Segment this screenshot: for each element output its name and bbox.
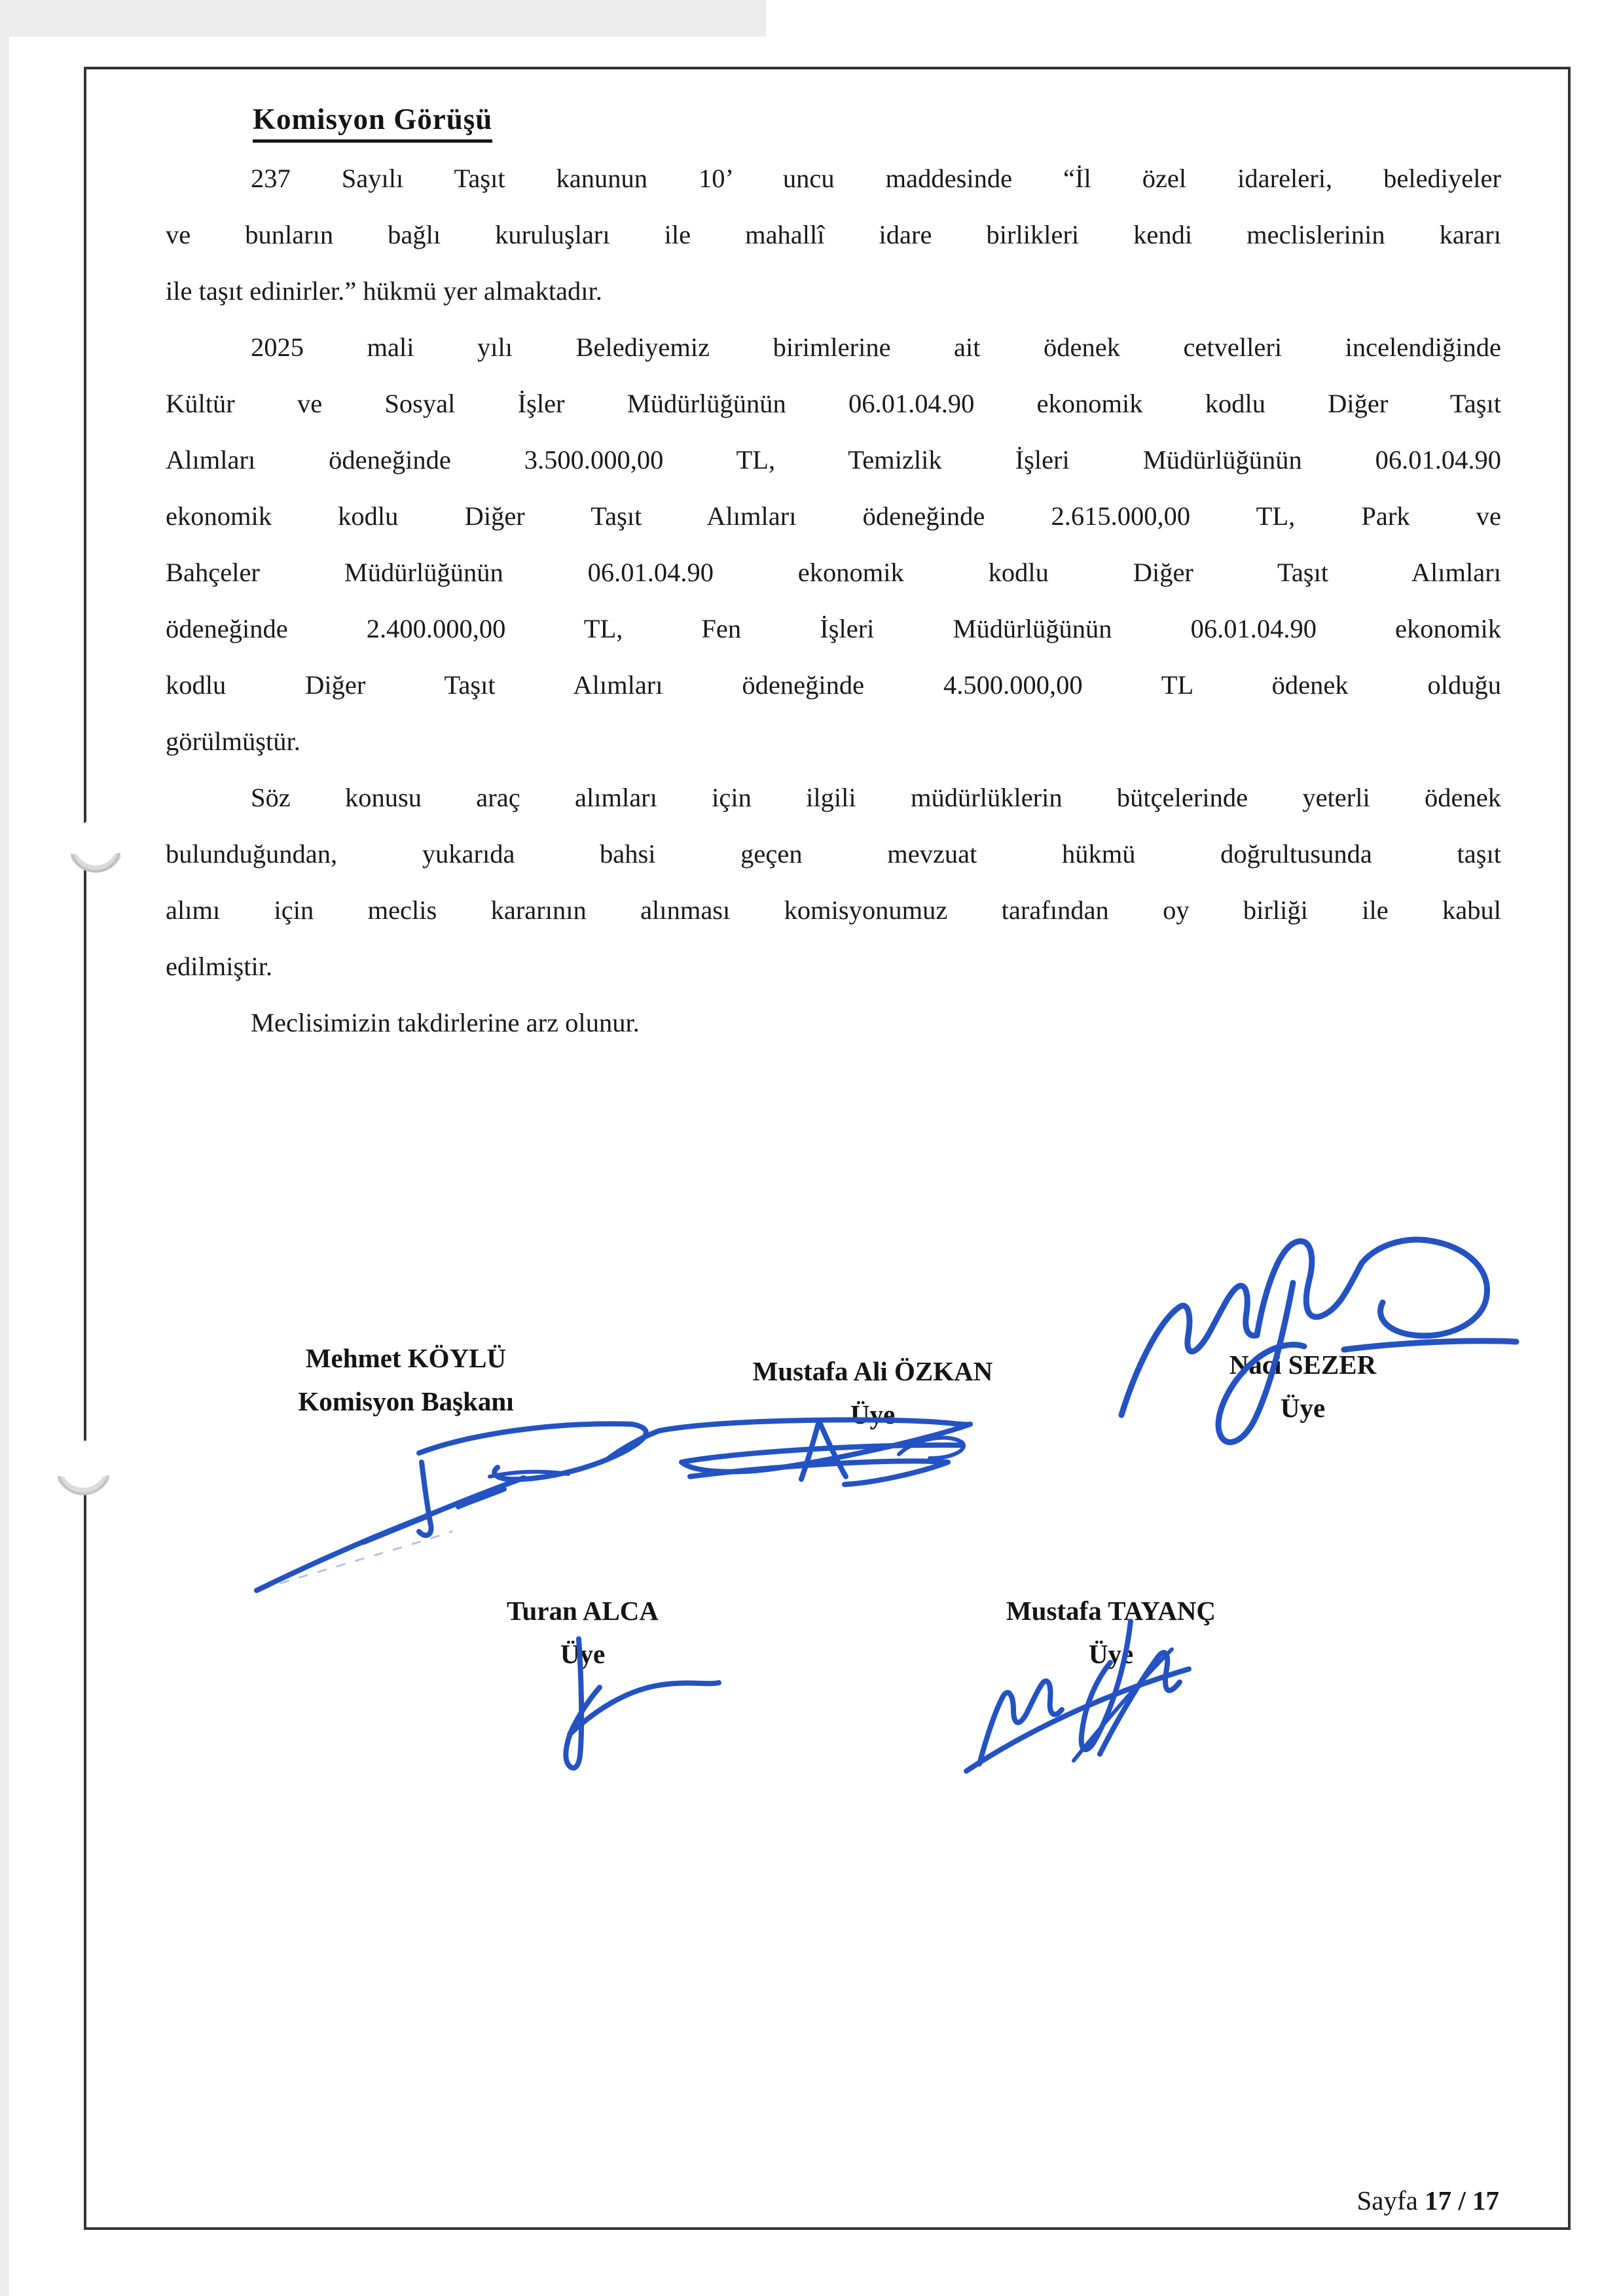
body-line: Kültür ve Sosyal İşler Müdürlüğünün 06.01.04.90 ekonomik kodlu Diğer Taşıt bbox=[166, 389, 1501, 418]
body-line: edilmiştir. bbox=[166, 952, 273, 981]
body-line: görülmüştür. bbox=[166, 726, 300, 756]
signatory-name: Mehmet KÖYLÜ bbox=[305, 1343, 507, 1373]
signatory-alca bbox=[426, 1589, 740, 1676]
signatory-tayanc bbox=[954, 1589, 1268, 1676]
body-line: Bahçeler Müdürlüğünün 06.01.04.90 ekonomik kodlu Diğer Taşıt Alımları bbox=[166, 558, 1501, 587]
body-line: 237 Sayılı Taşıt kanunun 10’ uncu maddesinde “İl özel idareleri, belediyeler bbox=[251, 164, 1501, 193]
signatory-ozkan bbox=[716, 1350, 1030, 1436]
body-line: ve bunların bağlı kuruluşları ile mahallî idare birlikleri kendi meclislerinin kararı bbox=[166, 220, 1501, 249]
signatory-name: Mustafa Ali ÖZKAN bbox=[752, 1356, 993, 1386]
signatory-name: Mustafa TAYANÇ bbox=[1006, 1596, 1216, 1626]
signatory-name: Naci SEZER bbox=[1229, 1350, 1377, 1380]
body-line: 2025 mali yılı Belediyemiz birimlerine ait ödenek cetvelleri incelendiğinde bbox=[251, 332, 1501, 362]
body-line: ödeneğinde 2.400.000,00 TL, Fen İşleri Müdürlüğünün 06.01.04.90 ekonomik bbox=[166, 614, 1501, 643]
signatory-sezer bbox=[1146, 1343, 1460, 1429]
document-body bbox=[166, 151, 1501, 1051]
body-line: ekonomik kodlu Diğer Taşıt Alımları ödeneğinde 2.615.000,00 TL, Park ve bbox=[166, 501, 1501, 531]
body-line: kodlu Diğer Taşıt Alımları ödeneğinde 4.500.000,00 TL ödenek olduğu bbox=[166, 670, 1501, 700]
signatory-role: Üye bbox=[560, 1639, 606, 1669]
scan-artifact-top bbox=[0, 0, 766, 37]
signatory-role: Komisyon Başkanı bbox=[298, 1386, 514, 1416]
body-line: Meclisimizin takdirlerine arz olunur. bbox=[251, 1008, 640, 1037]
signatory-koylu bbox=[249, 1336, 563, 1423]
body-line: bulunduğundan, yukarıda bahsi geçen mevzuat hükmü doğrultusunda taşıt bbox=[166, 839, 1501, 869]
body-line: Alımları ödeneğinde 3.500.000,00 TL, Temizlik İşleri Müdürlüğünün 06.01.04.90 bbox=[166, 445, 1501, 475]
signatory-name: Turan ALCA bbox=[506, 1596, 659, 1626]
body-line: ile taşıt edinirler.” hükmü yer almaktadır. bbox=[166, 276, 602, 306]
scan-artifact-left bbox=[0, 0, 9, 2296]
body-line: Söz konusu araç alımları için ilgili müdürlüklerin bütçelerinde yeterli ödenek bbox=[251, 783, 1501, 812]
signatory-role: Üye bbox=[850, 1399, 896, 1429]
page-number-label bbox=[1356, 2185, 1499, 2216]
signatory-role: Üye bbox=[1280, 1393, 1326, 1423]
body-line: alımı için meclis kararının alınması komisyonumuz tarafından oy birliği ile kabul bbox=[166, 895, 1501, 925]
page-number-prefix: Sayfa bbox=[1356, 2185, 1418, 2215]
page-number-value: 17 / 17 bbox=[1425, 2185, 1499, 2215]
signatory-role: Üye bbox=[1088, 1639, 1134, 1669]
document-title: Komisyon Görüşü bbox=[253, 102, 492, 143]
